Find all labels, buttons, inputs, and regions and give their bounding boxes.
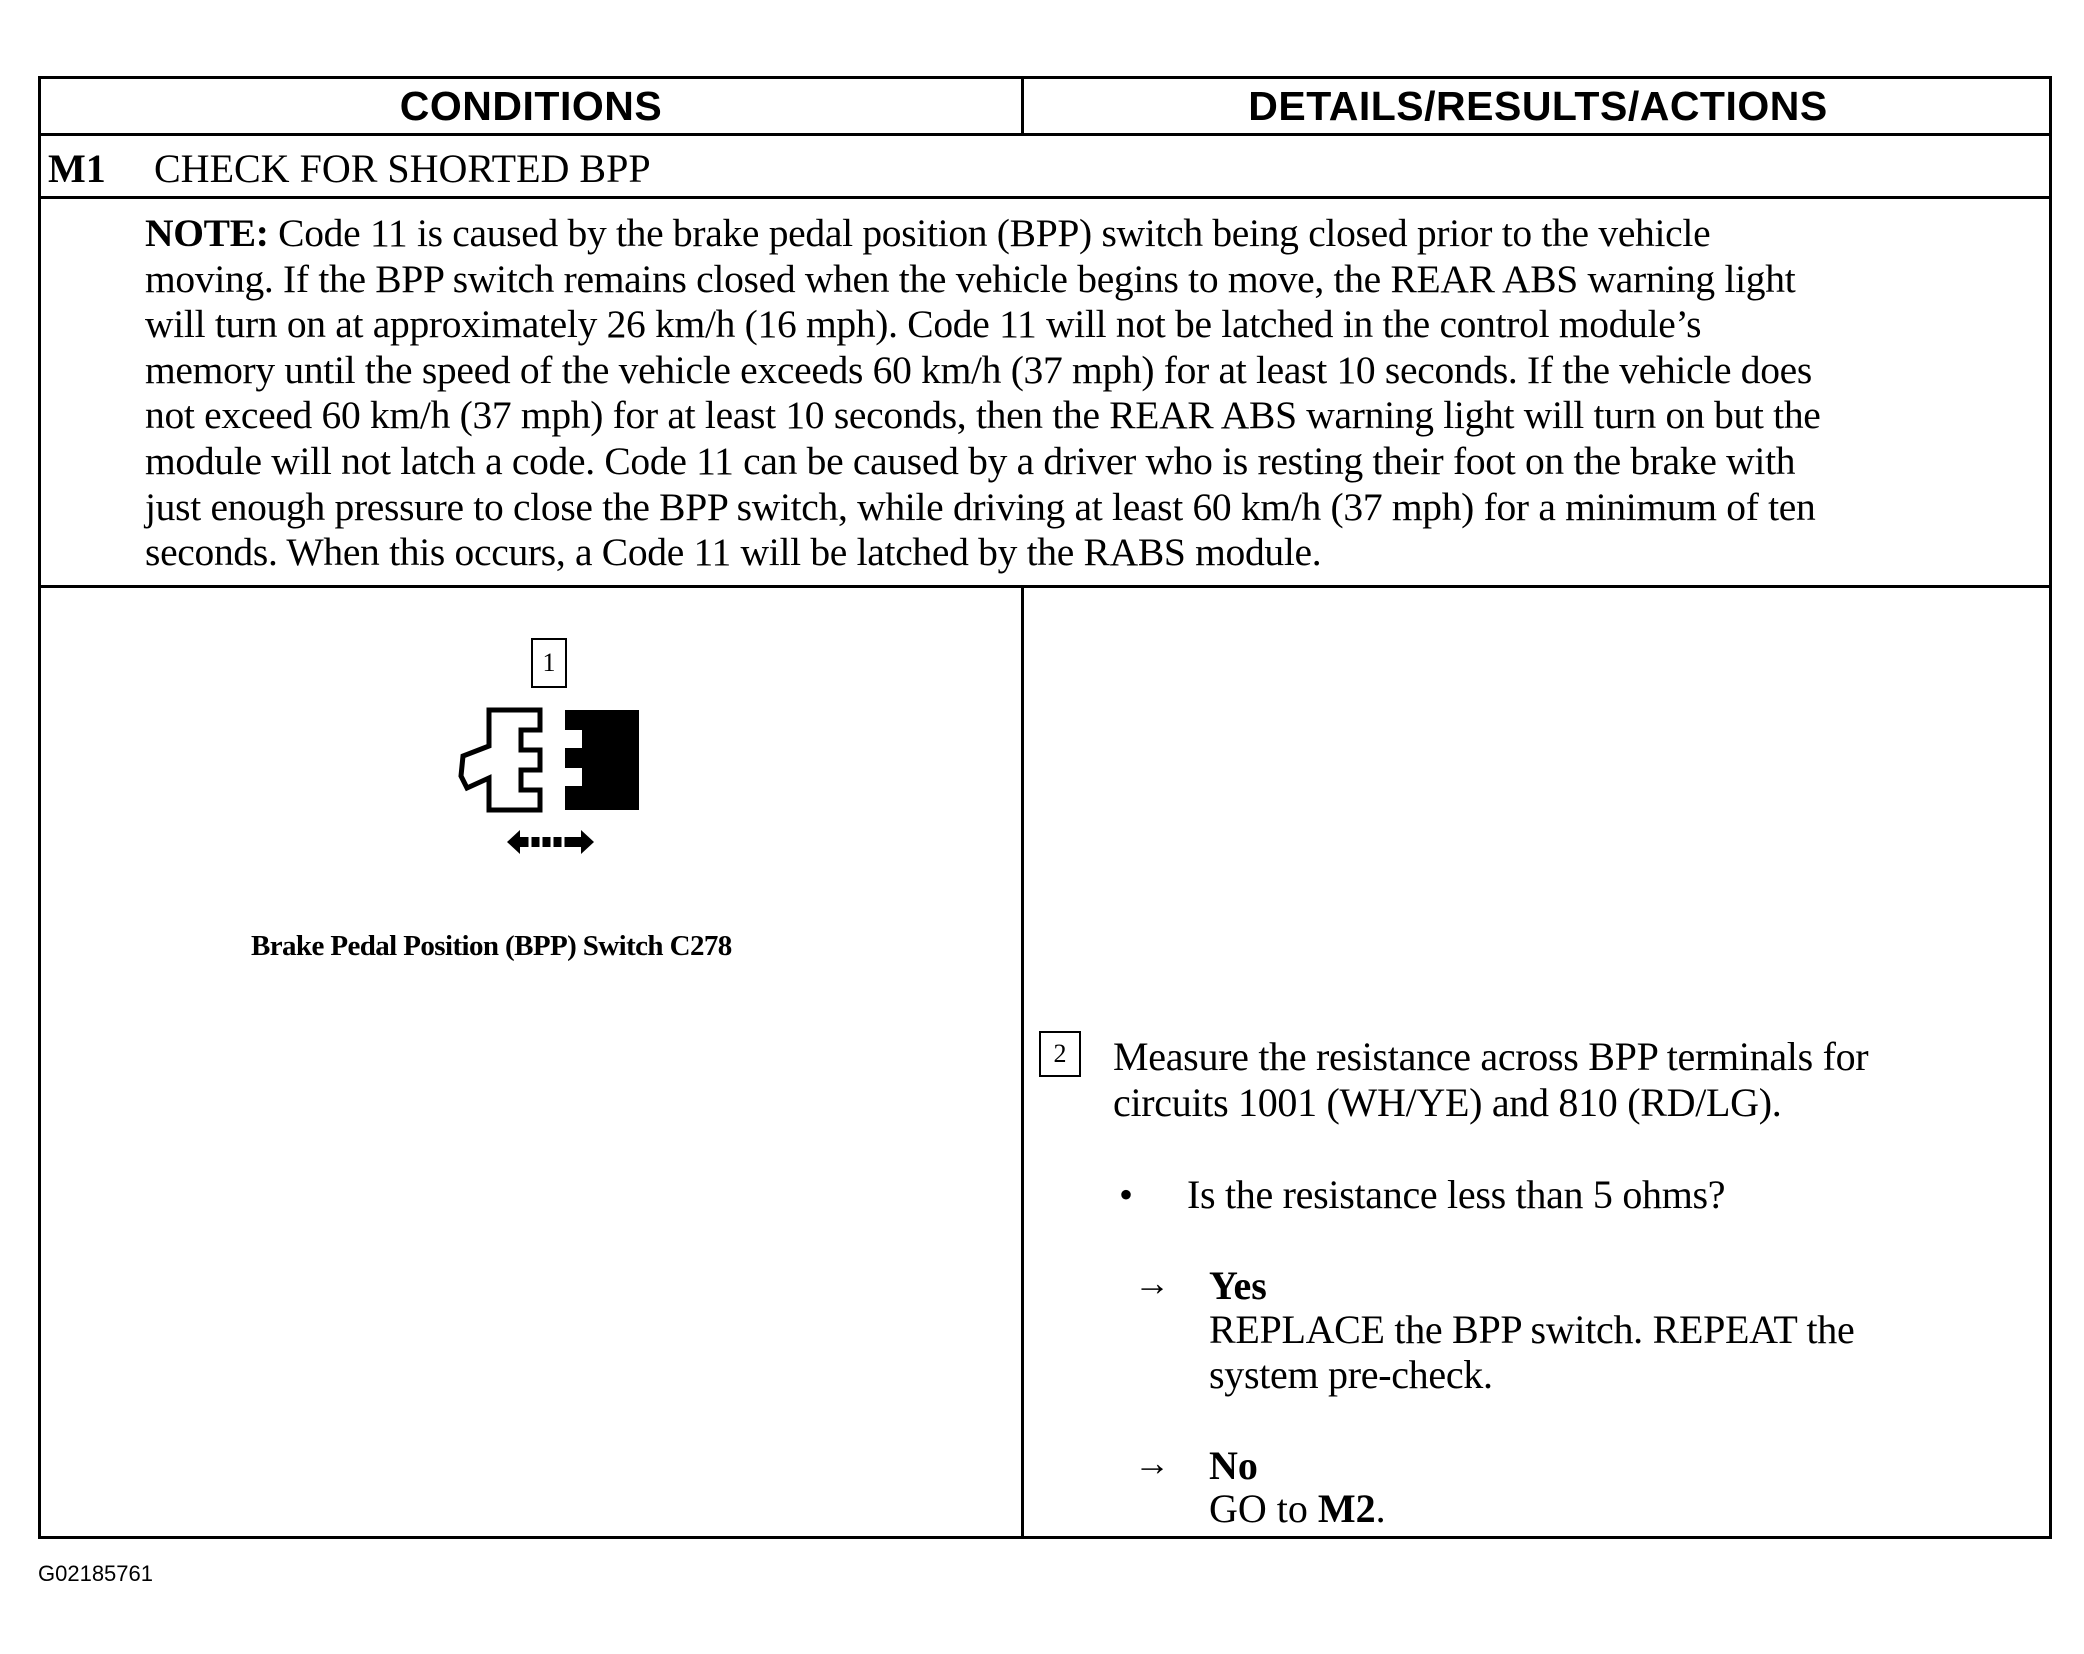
measure-instruction [1113,1034,2013,1126]
yes-action-line-2: system pre-check. [1209,1352,1493,1397]
details-cell [1024,588,2052,1536]
note-line-5: not exceed 60 km/h (37 mph) for at least 10 seconds, then the REAR ABS warning light will turn on but the [145,393,1821,438]
no-arrow-icon: → [1134,1443,1170,1483]
conditions-header: CONDITIONS [41,79,1024,133]
diagram-step-number: 1 [531,638,567,688]
table-header-row [41,79,2049,136]
no-action: GO to M2. [1209,1486,1386,1531]
note-line-4: memory until the speed of the vehicle exceeds 60 km/h (37 mph) for at least 10 seconds. If the vehicle does [145,347,1812,392]
note-line-2: moving. If the BPP switch remains closed when the vehicle begins to move, the REAR ABS warning light [145,256,1796,301]
note-row [41,199,2049,588]
note-label: NOTE: [145,211,269,255]
note-paragraph [145,211,2035,576]
body-row [41,588,2049,1536]
note-line-1: NOTE: Code 11 is caused by the brake pedal position (BPP) switch being closed prior to the vehicle [145,211,1711,255]
yes-action-line-1: REPLACE the BPP switch. REPEAT the [1209,1307,1855,1352]
measure-line-1: Measure the resistance across BPP terminals for [1113,1034,1869,1079]
measure-line-2: circuits 1001 (WH/YE) and 810 (RD/LG). [1113,1080,1782,1125]
diagram-caption: Brake Pedal Position (BPP) Switch C278 [251,930,732,962]
bpp-connector-illustration [417,638,657,898]
bullet-icon: • [1119,1172,1134,1217]
no-label: No [1209,1443,1258,1488]
note-line-6: module will not latch a code. Code 11 can be caused by a driver who is resting their foot on the brake with [145,438,1796,483]
note-line-3: will turn on at approximately 26 km/h (16 mph). Code 11 will not be latched in the control module’s [145,302,1702,347]
yes-label: Yes [1209,1263,1267,1308]
go-to-step-link: M2 [1317,1486,1376,1531]
bpp-switch-diagram [417,638,657,898]
note-line-8: seconds. When this occurs, a Code 11 will be latched by the RABS module. [145,530,1322,575]
step-id: M1 [48,146,106,191]
female-connector-shape [565,710,639,810]
action-step-number: 2 [1039,1031,1081,1077]
male-connector-shape [461,710,540,810]
step-title: CHECK FOR SHORTED BPP [154,146,651,191]
figure-id: G02185761 [38,1561,153,1586]
resistance-question: Is the resistance less than 5 ohms? [1187,1172,1726,1217]
step-title-row [41,136,2049,199]
details-header: DETAILS/RESULTS/ACTIONS [1248,82,1828,129]
conditions-cell [41,588,1024,1536]
note-line-7: just enough pressure to close the BPP switch, while driving at least 60 km/h (37 mph) for a minimum of ten [145,484,1816,529]
yes-action [1209,1307,2029,1397]
yes-arrow-icon: → [1134,1263,1170,1303]
diagnostic-table [38,76,2052,1539]
